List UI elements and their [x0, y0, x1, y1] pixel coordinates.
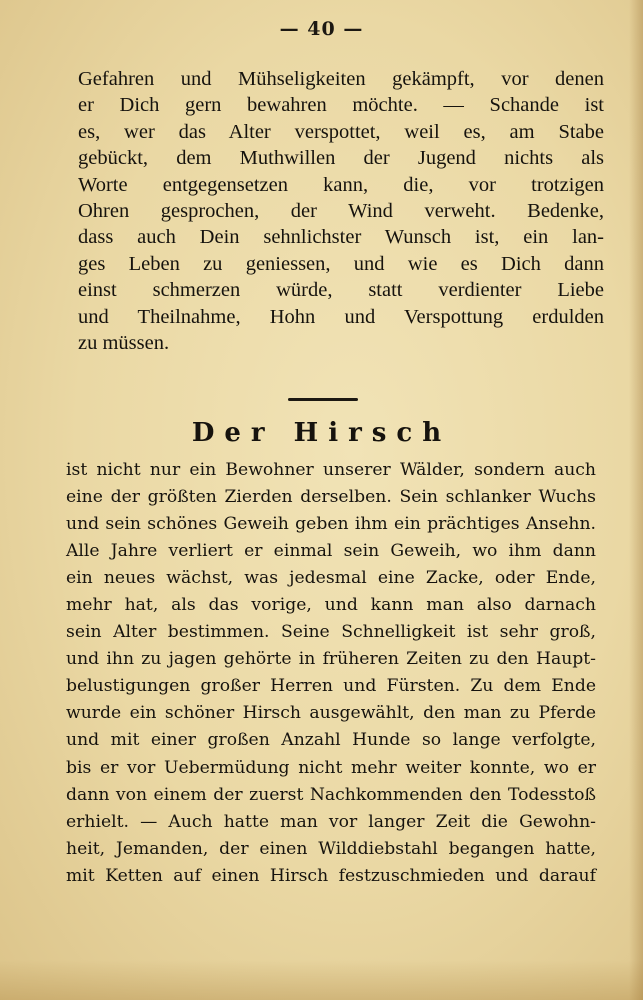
page-bottom-shadow: [0, 960, 643, 1000]
roman-paragraph: [78, 66, 604, 356]
text-line: und Theilnahme, Hohn und Verspottung erdulden: [78, 305, 604, 328]
text-line: sein Alter bestimmen. Seine Schnelligkeit ist sehr groß,: [66, 622, 596, 643]
text-line: und sein schönes Geweih geben ihm ein prächtiges Ansehn.: [66, 514, 596, 535]
page-number: — 40 —: [279, 18, 364, 40]
section-heading: Der Hirsch: [191, 418, 452, 448]
text-line: bis er vor Uebermüdung nicht mehr weiter konnte, wo er: [66, 757, 596, 778]
text-line: ein neues wächst, was jedesmal eine Zacke, oder Ende,: [66, 568, 596, 589]
text-line: mehr hat, als das vorige, und kann man also darnach: [66, 595, 596, 616]
text-line: ges Leben zu geniessen, und wie es Dich dann: [78, 252, 604, 275]
text-line: ist nicht nur ein Bewohner unserer Wälder, sondern auch: [66, 460, 596, 480]
text-line: zu müssen.: [78, 331, 170, 354]
text-line: eine der größten Zierden derselben. Sein schlanker Wuchs: [66, 487, 596, 508]
text-line: Worte entgegensetzen kann, die, vor trotzigen: [78, 173, 604, 196]
text-line: einst schmerzen würde, statt verdienter Liebe: [78, 279, 604, 302]
text-line: dann von einem der zuerst Nachkommenden den Todesstoß: [66, 784, 596, 805]
text-line: es, wer das Alter verspottet, weil es, am Stabe: [78, 120, 604, 143]
text-line: und mit einer großen Anzahl Hunde so lange verfolgte,: [66, 730, 596, 751]
text-line: heit, Jemanden, der einen Wilddiebstahl begangen hatte,: [66, 838, 596, 859]
text-line: dass auch Dein sehnlichster Wunsch ist, ein lan-: [78, 226, 604, 249]
text-line: Gefahren und Mühseligkeiten gekämpft, vor denen: [78, 68, 604, 90]
text-line: mit Ketten auf einen Hirsch festzuschmieden und darauf: [66, 865, 596, 886]
text-line: Alle Jahre verliert er einmal sein Geweih, wo ihm dann: [66, 541, 596, 562]
text-line: wurde ein schöner Hirsch ausgewählt, den man zu Pferde: [66, 703, 596, 724]
text-line: belustigungen großer Herren und Fürsten. Zu dem Ende: [66, 676, 596, 697]
text-line: Ohren gesprochen, der Wind verweht. Bedenke,: [78, 199, 604, 222]
fraktur-paragraph: [66, 457, 596, 890]
text-line: er Dich gern bewahren möchte. — Schande ist: [78, 94, 604, 117]
text-line: und ihn zu jagen gehörte in früheren Zeiten zu den Haupt-: [66, 649, 596, 670]
text-line: erhielt. — Auch hatte man vor langer Zeit die Gewohn-: [66, 811, 596, 832]
text-line: gebückt, dem Muthwillen der Jugend nichts als: [78, 147, 604, 170]
page-edge-shadow: [629, 0, 643, 1000]
section-divider: [288, 398, 358, 401]
